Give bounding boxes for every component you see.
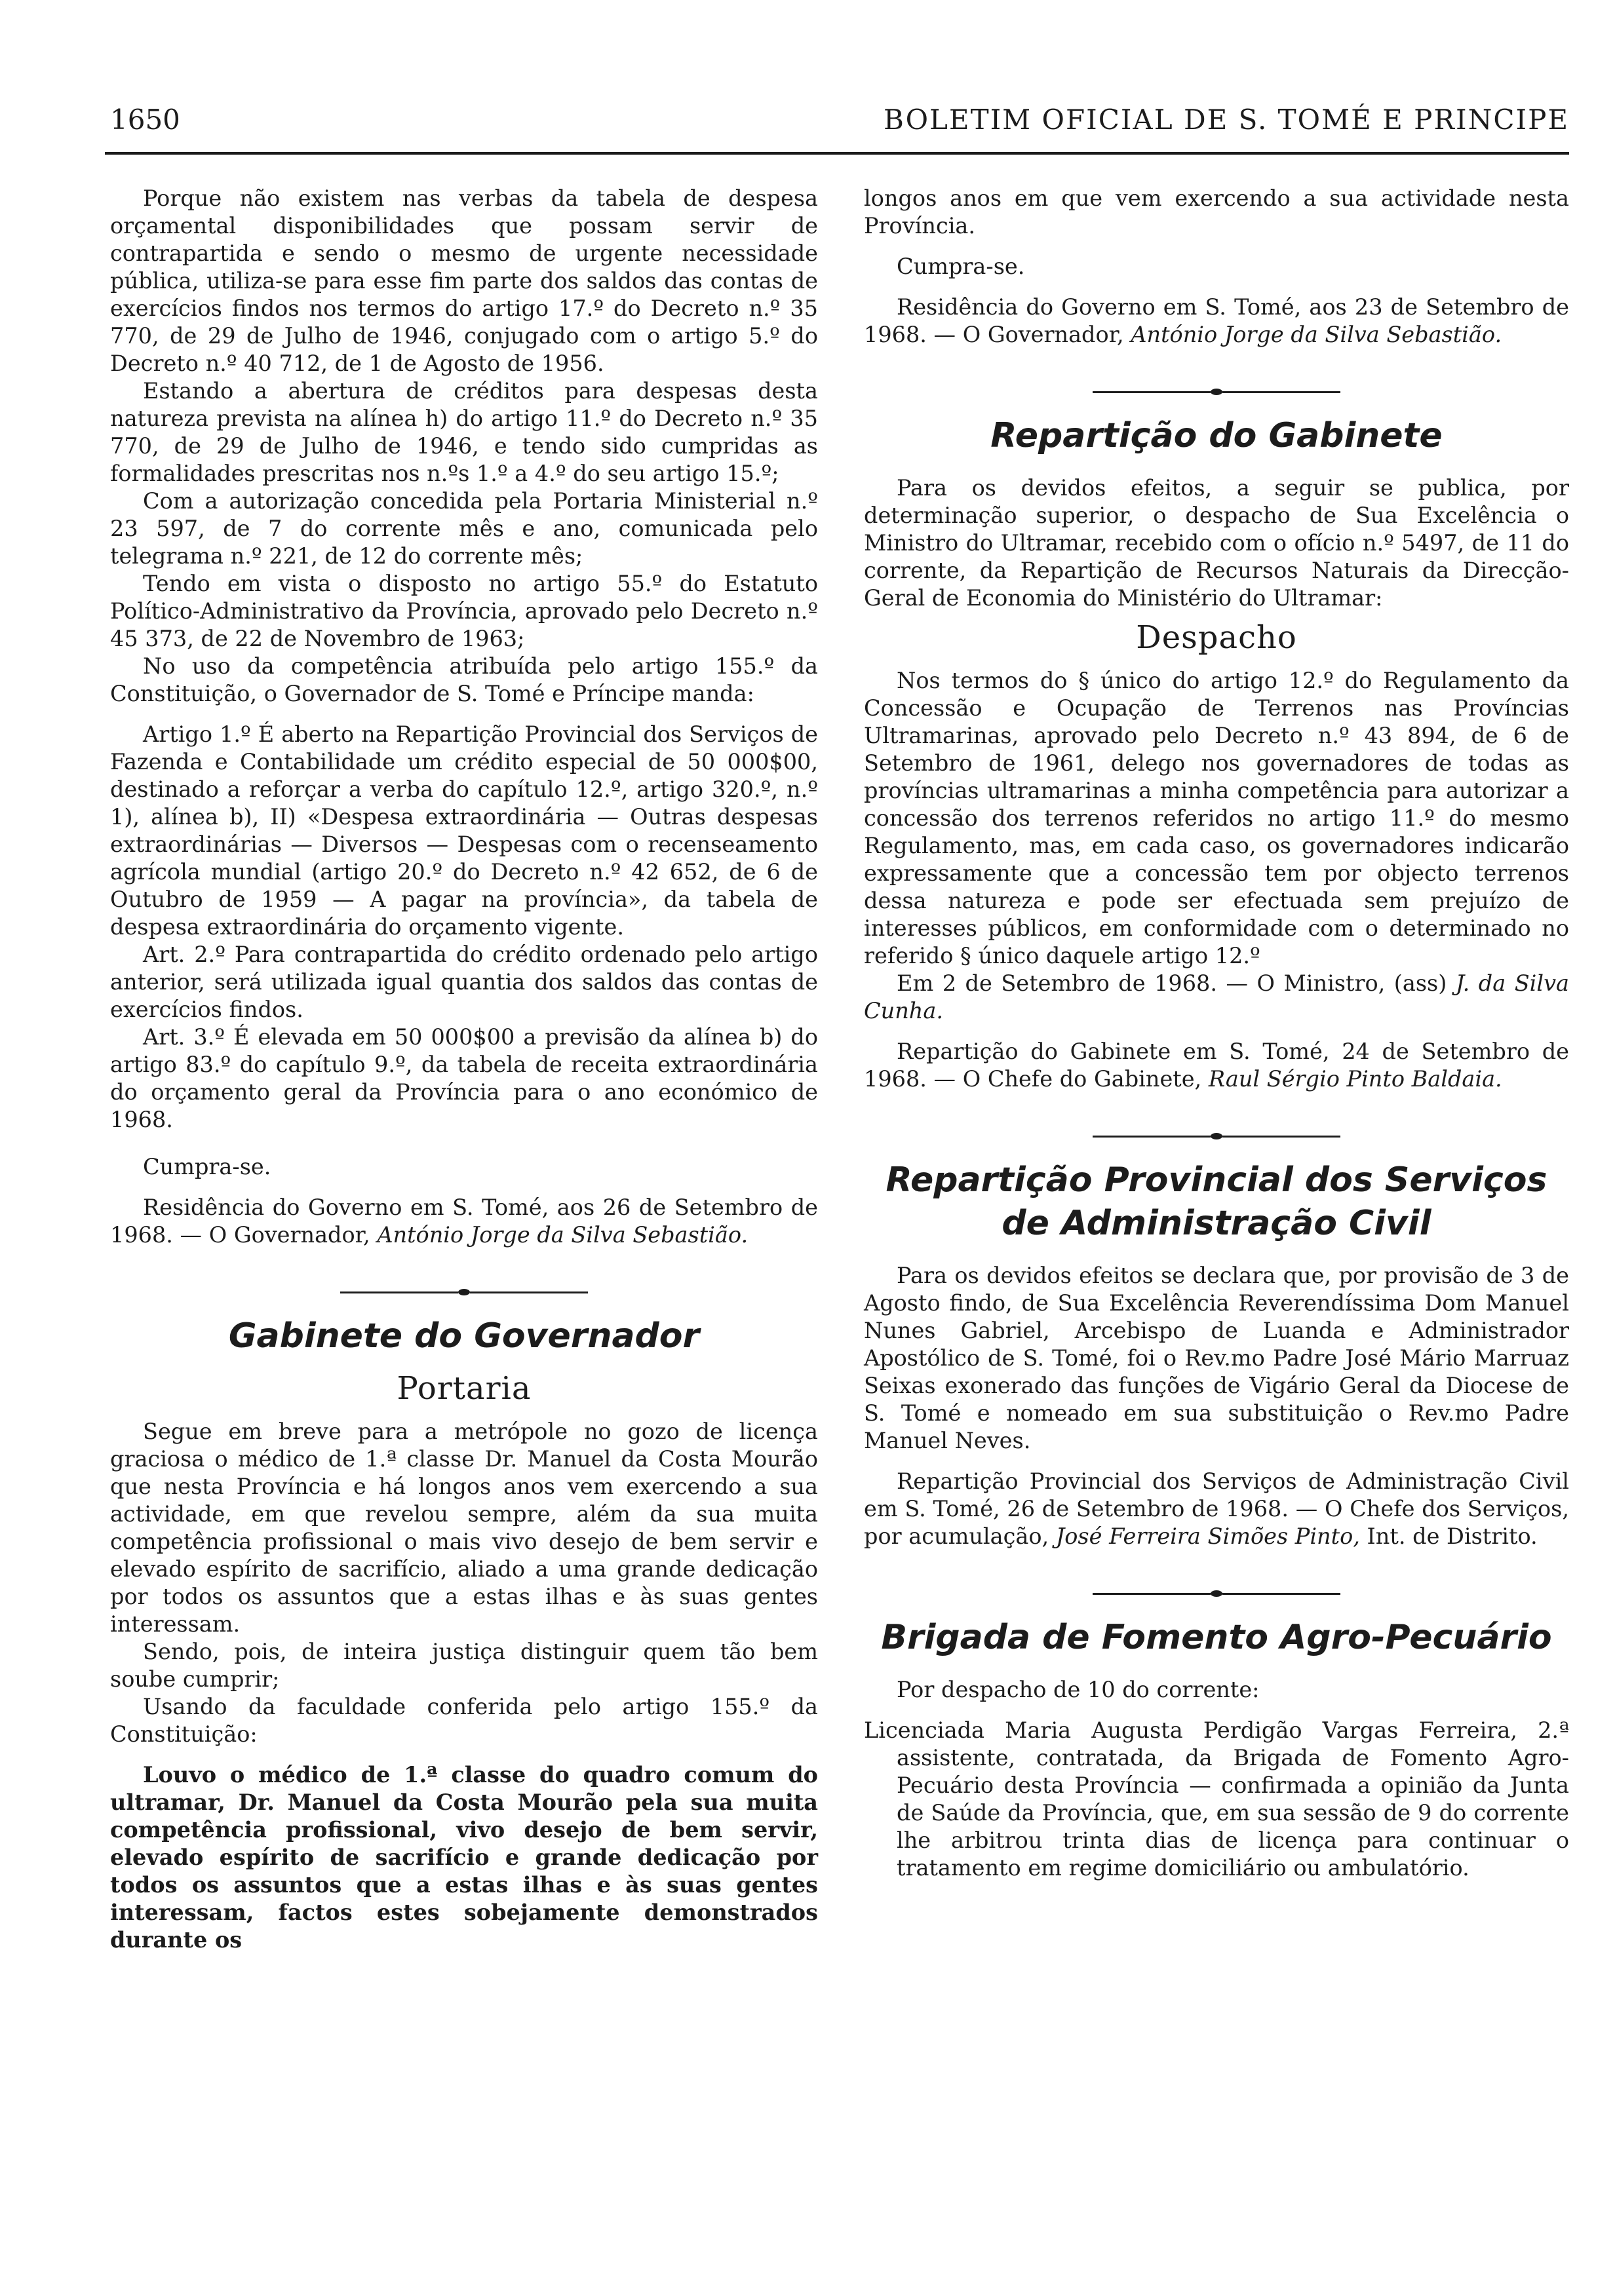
residencia-signature: Residência do Governo em S. Tomé, aos 26 de Setembro de 1968. — O Governador, António Jorge da Silva Sebastião. bbox=[110, 1195, 818, 1248]
paragraph: Estando a abertura de créditos para despesas desta natureza prevista na alínea h) do artigo 11.º do Decreto n.º 35 770, de 29 de Julho de 1946, e tendo sido cumpridas as formalidades prescritas nos n.ºs 1.º a 4.º do seu artigo 15.º; bbox=[110, 378, 818, 486]
section-separator bbox=[864, 377, 1569, 397]
section-separator bbox=[864, 1122, 1569, 1141]
ministro-signature: Em 2 de Setembro de 1968. — O Ministro, (ass) J. da Silva Cunha. bbox=[864, 970, 1570, 1024]
section-heading-brigada: Brigada de Fomento Agro-Pecuário bbox=[881, 1618, 1552, 1657]
paragraph: Louvo o médico de 1.ª classe do quadro comum do ultramar, Dr. Manuel da Costa Mourão pela sua muita competência profissional, vivo desejo de bem servir, elevado espírito de sacrifício e grande dedicação por todos os assuntos que a estas ilhas e às suas gentes interessam, factos estes sobejamente demonstrados durante os bbox=[110, 1762, 818, 1953]
residencia-signature: Residência do Governo em S. Tomé, aos 23 de Setembro de 1968. — O Governador, António Jorge da Silva Sebastião. bbox=[864, 294, 1569, 347]
section-heading-reparticao-gabinete: Repartição do Gabinete bbox=[990, 416, 1443, 455]
page-header-title: BOLETIM OFICIAL DE S. TOMÉ E PRINCIPE bbox=[883, 104, 1569, 136]
cumpra-se: Cumpra-se. bbox=[897, 254, 1025, 279]
section-heading-gabinete-governador: Gabinete do Governador bbox=[228, 1316, 700, 1356]
paragraph: Por despacho de 10 do corrente: bbox=[897, 1677, 1260, 1702]
sub-heading-portaria: Portaria bbox=[397, 1370, 532, 1407]
paragraph: Segue em breve para a metrópole no gozo de licença graciosa o médico de 1.ª classe Dr. Manuel da Costa Mourão que nesta Província e há longos anos vem exercendo a sua actividade, em que revelou sempre, além da sua muita competência profissional o mais vivo desejo de bem servir e elevado espírito de sacrifício, aliado a uma grande dedicação por todos os assuntos que a estas ilhas e às suas gentes interessam. bbox=[110, 1419, 818, 1637]
sub-heading-despacho: Despacho bbox=[1136, 619, 1297, 656]
right-column bbox=[864, 185, 1569, 1882]
gabinete-signature: Repartição do Gabinete em S. Tomé, 24 de Setembro de 1968. — O Chefe do Gabinete, Raul Sérgio Pinto Baldaia. bbox=[864, 1039, 1569, 1092]
article-1: Artigo 1.º É aberto na Repartição Provincial dos Serviços de Fazenda e Contabilidade um crédito especial de 50 000$00, destinado a reforçar a verba do capítulo 12.º, artigo 320.º, n.º 1), alínea b), II) «Despesa extraordinária — Outras despesas extraordinárias — Diversos — Despesas com o recenseamento agrícola mundial (artigo 20.º do Decreto n.º 42 652, de 6 de Outubro de 1959 — A pagar na província», da tabela de despesa extraordinária do orçamento vigente. bbox=[110, 721, 818, 940]
section-separator bbox=[864, 1579, 1569, 1599]
article-3: Art. 3.º É elevada em 50 000$00 a previsão da alínea b) do artigo 83.º do capítulo 9.º, da tabela de receita extraordinária do orçamento geral da Província para o ano económico de 1968. bbox=[110, 1024, 818, 1132]
paragraph: No uso da competência atribuída pelo artigo 155.º da Constituição, o Governador de S. Tomé e Príncipe manda: bbox=[110, 653, 818, 706]
section-separator bbox=[110, 1278, 818, 1297]
section-heading-administracao-civil bbox=[864, 1158, 1569, 1245]
heading-line: de Administração Civil bbox=[1002, 1204, 1431, 1243]
left-column bbox=[110, 185, 818, 1954]
paragraph: Licenciada Maria Augusta Perdigão Vargas Ferreira, 2.ª assistente, contratada, da Brigada de Fomento Agro-Pecuário desta Província — confirmada a opinião da Junta de Saúde da Província, que, em sua sessão de 9 do corrente lhe arbitrou trinta dias de licença para continuar o tratamento em regime domiciliário ou ambulatório. bbox=[864, 1717, 1569, 1881]
page-number: 1650 bbox=[110, 104, 180, 136]
heading-line: Repartição Provincial dos Serviços bbox=[885, 1160, 1547, 1200]
paragraph: Usando da faculdade conferida pelo artigo 155.º da Constituição: bbox=[110, 1694, 818, 1747]
administracao-signature: Repartição Provincial dos Serviços de Administração Civil em S. Tomé, 26 de Setembro de 1968. — O Chefe dos Serviços, por acumulação, José Ferreira Simões Pinto, Int. de Distrito. bbox=[864, 1468, 1569, 1549]
paragraph: Porque não existem nas verbas da tabela de despesa orçamental disponibilidades que possam servir de contrapartida e sendo o mesmo de urgente necessidade pública, utiliza-se para esse fim parte dos saldos das contas de exercícios findos nos termos do artigo 17.º do Decreto n.º 35 770, de 29 de Julho de 1946, conjugado com o artigo 5.º do Decreto n.º 40 712, de 1 de Agosto de 1956. bbox=[110, 185, 818, 376]
header-rule bbox=[105, 152, 1569, 155]
paragraph: Nos termos do § único do artigo 12.º do Regulamento da Concessão e Ocupação de Terrenos nas Províncias Ultramarinas, aprovado pelo Decreto n.º 43 894, de 6 de Setembro de 1961, delego nos governadores de todas as províncias ultramarinas a minha competência para autorizar a concessão dos terrenos referidos no artigo 11.º do mesmo Regulamento, mas, em cada caso, os governadores indicarão expressamente que a concessão tem por objecto terrenos dessa natureza e pode ser efectuada sem prejuízo de interesses públicos, em conformidade com o determinado no referido § único daquele artigo 12.º bbox=[864, 668, 1569, 968]
paragraph: Sendo, pois, de inteira justiça distinguir quem tão bem soube cumprir; bbox=[110, 1639, 818, 1692]
paragraph: Para os devidos efeitos, a seguir se publica, por determinação superior, o despacho de Sua Excelência o Ministro do Ultramar, recebido com o ofício n.º 5497, de 11 do corrente, da Repartição de Recursos Naturais da Direcção-Geral de Economia do Ministério do Ultramar: bbox=[864, 475, 1569, 611]
paragraph: Para os devidos efeitos se declara que, por provisão de 3 de Agosto findo, de Sua Excelência Reverendíssima Dom Manuel Nunes Gabriel, Arcebispo de Luanda e Administrador Apostólico de S. Tomé, foi o Rev.mo Padre José Mário Marruaz Seixas exonerado das funções de Vigário Geral da Diocese de S. Tomé e nomeado em sua substituição o Rev.mo Padre Manuel Neves. bbox=[864, 1263, 1569, 1453]
cumpra-se: Cumpra-se. bbox=[143, 1154, 271, 1179]
paragraph: Tendo em vista o disposto no artigo 55.º do Estatuto Político-Administrativo da Província, aprovado pelo Decreto n.º 45 373, de 22 de Novembro de 1963; bbox=[110, 571, 818, 651]
paragraph: Com a autorização concedida pela Portaria Ministerial n.º 23 597, de 7 do corrente mês e ano, comunicada pelo telegrama n.º 221, de 12 do corrente mês; bbox=[110, 488, 818, 569]
article-2: Art. 2.º Para contrapartida do crédito ordenado pelo artigo anterior, será utilizada igual quantia dos saldos das contas de exercícios findos. bbox=[110, 942, 818, 1022]
paragraph: longos anos em que vem exercendo a sua actividade nesta Província. bbox=[864, 185, 1569, 239]
